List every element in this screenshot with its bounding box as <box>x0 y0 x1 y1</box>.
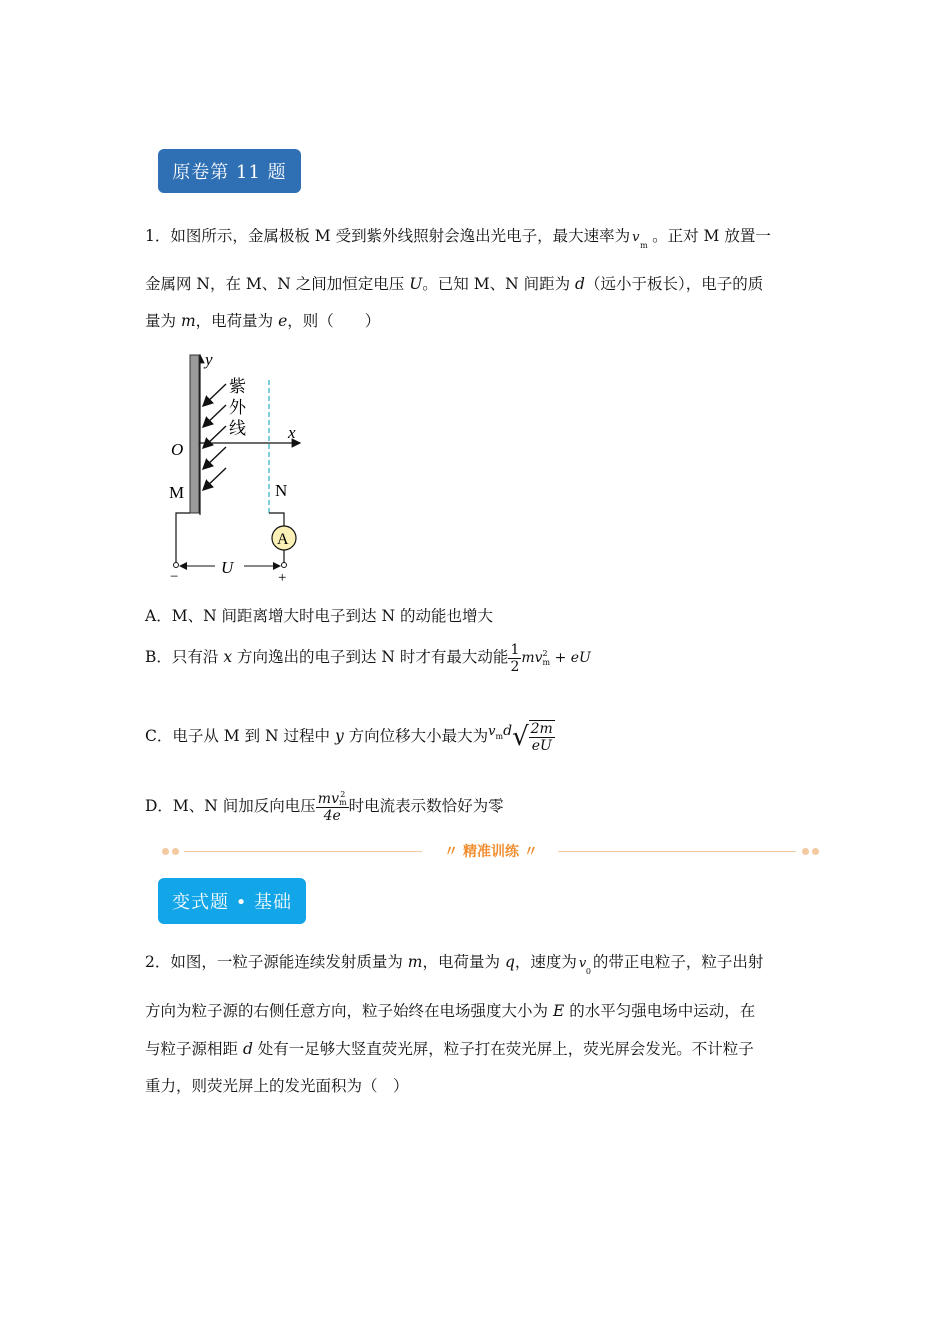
q2-text: ，电荷量为 <box>422 953 505 971</box>
vm-subscript: m <box>640 241 648 250</box>
sub-m: m <box>542 658 551 667</box>
sup-2: 2 <box>542 649 548 658</box>
wire-right <box>269 513 284 526</box>
v0-subscript: 0 <box>585 967 591 976</box>
terminal-plus <box>282 563 287 568</box>
frac-num: mv <box>317 790 339 807</box>
symbol-d: d <box>242 1040 253 1058</box>
plus-sign: + <box>278 570 287 585</box>
q1-text: ，则（ ） <box>287 312 381 330</box>
origin-label: O <box>171 440 184 459</box>
q2-line-4: 重力，则荧光屏上的发光面积为（ ） <box>145 1077 409 1095</box>
q2-text: ，速度为 <box>514 953 577 971</box>
q1-line-1 <box>145 225 771 250</box>
symbol-U: U <box>409 275 423 293</box>
n-label: N <box>275 481 288 500</box>
ammeter-label: A <box>277 531 289 548</box>
m-label: M <box>169 483 185 502</box>
symbol-e: e <box>278 312 288 330</box>
symbol-m: m <box>407 953 423 971</box>
section-divider <box>162 840 820 864</box>
option-b <box>145 638 591 677</box>
y-label: y <box>205 350 213 369</box>
mv-expr: mv <box>521 650 543 666</box>
terminal-minus <box>174 563 179 568</box>
option-a: A．M、N 间距离增大时电子到达 N 的动能也增大 <box>145 607 493 625</box>
frac-den: 2 <box>510 658 520 675</box>
vm-subscript: m <box>495 732 504 741</box>
q2-line-2 <box>145 1000 755 1022</box>
symbol-q: q <box>504 953 515 971</box>
option-d <box>145 785 504 827</box>
symbol-d: d <box>503 723 513 739</box>
q2-line-1 <box>145 951 764 976</box>
uv-arrows <box>203 384 226 490</box>
q2-text: 方向为粒子源的右侧任意方向，粒子始终在电场强度大小为 <box>145 1002 553 1020</box>
q1-text: 1．如图所示，金属极板 M 受到紫外线照射会逸出光电子，最大速率为 <box>145 227 631 245</box>
divider-title: 〃 精准训练 〃 <box>444 844 538 860</box>
option-c-text: C．电子从 M 到 N 过程中 <box>145 727 335 745</box>
q1-text: 。已知 M、N 间距为 <box>422 275 576 293</box>
q1-line-2 <box>145 273 763 295</box>
symbol-m: m <box>180 312 196 330</box>
uv-label-1: 紫 <box>229 377 246 396</box>
option-c-text: 方向位移大小最大为 <box>343 727 489 745</box>
q2-text: 的带正电粒子，粒子出射 <box>592 953 764 971</box>
symbol-y: y <box>334 727 344 745</box>
symbol-x: x <box>223 648 233 666</box>
vm-symbol: v <box>632 230 640 245</box>
symbol-d: d <box>575 275 585 293</box>
q2-text: 的水平匀强电场中运动，在 <box>564 1002 756 1020</box>
x-label: x <box>288 423 296 442</box>
q2-text: 2．如图，一粒子源能连续发射质量为 <box>145 953 408 971</box>
fraction-mv2-4e <box>316 791 349 824</box>
wire-left <box>176 513 190 563</box>
original-question-badge: 原卷第 11 题 <box>158 149 301 193</box>
q2-line-3 <box>145 1038 754 1060</box>
photoelectric-figure <box>160 350 310 585</box>
fraction-half <box>508 642 521 675</box>
sub-m: m <box>338 797 347 807</box>
symbol-E: E <box>552 1002 565 1020</box>
voltage-label: U <box>221 558 234 577</box>
q1-text: （远小于板长），电子的质 <box>584 275 764 293</box>
q1-text: 金属网 N，在 M、N 之间加恒定电压 <box>145 275 410 293</box>
frac-num: 2m <box>530 721 553 737</box>
plate-m <box>190 355 199 513</box>
q1-text: 量为 <box>145 312 181 330</box>
sup-2: 2 <box>340 789 346 799</box>
option-d-text: 时电流表示数恰好为零 <box>348 797 504 815</box>
v0-symbol: v <box>578 956 587 971</box>
sqrt-expr: √ $\frac{2m}{eU}$ <box>512 721 553 754</box>
option-b-text: B．只有沿 <box>145 648 224 666</box>
eu-term: + eU <box>550 650 591 666</box>
minus-sign: − <box>170 569 179 585</box>
q1-text: 。正对 M 放置一 <box>652 227 771 245</box>
vm-symbol: v <box>488 724 496 739</box>
option-d-text: D．M、N 间加反向电压 <box>145 797 316 815</box>
frac-den: eU <box>531 738 552 754</box>
option-b-text: 方向逸出的电子到达 N 时才有最大动能 <box>232 648 509 666</box>
frac-den: 4e <box>323 807 341 824</box>
q1-text: ，电荷量为 <box>195 312 279 330</box>
variant-question-badge: 变式题 • 基础 <box>158 878 306 924</box>
q2-text: 处有一足够大竖直荧光屏，粒子打在荧光屏上，荧光屏会发光。不计粒子 <box>252 1040 754 1058</box>
q2-text: 与粒子源相距 <box>145 1040 243 1058</box>
q1-line-3 <box>145 310 380 332</box>
uv-label-2: 外 <box>229 398 246 417</box>
frac-num: 1 <box>510 641 520 658</box>
option-c <box>145 710 555 758</box>
uv-label-3: 线 <box>229 419 246 438</box>
